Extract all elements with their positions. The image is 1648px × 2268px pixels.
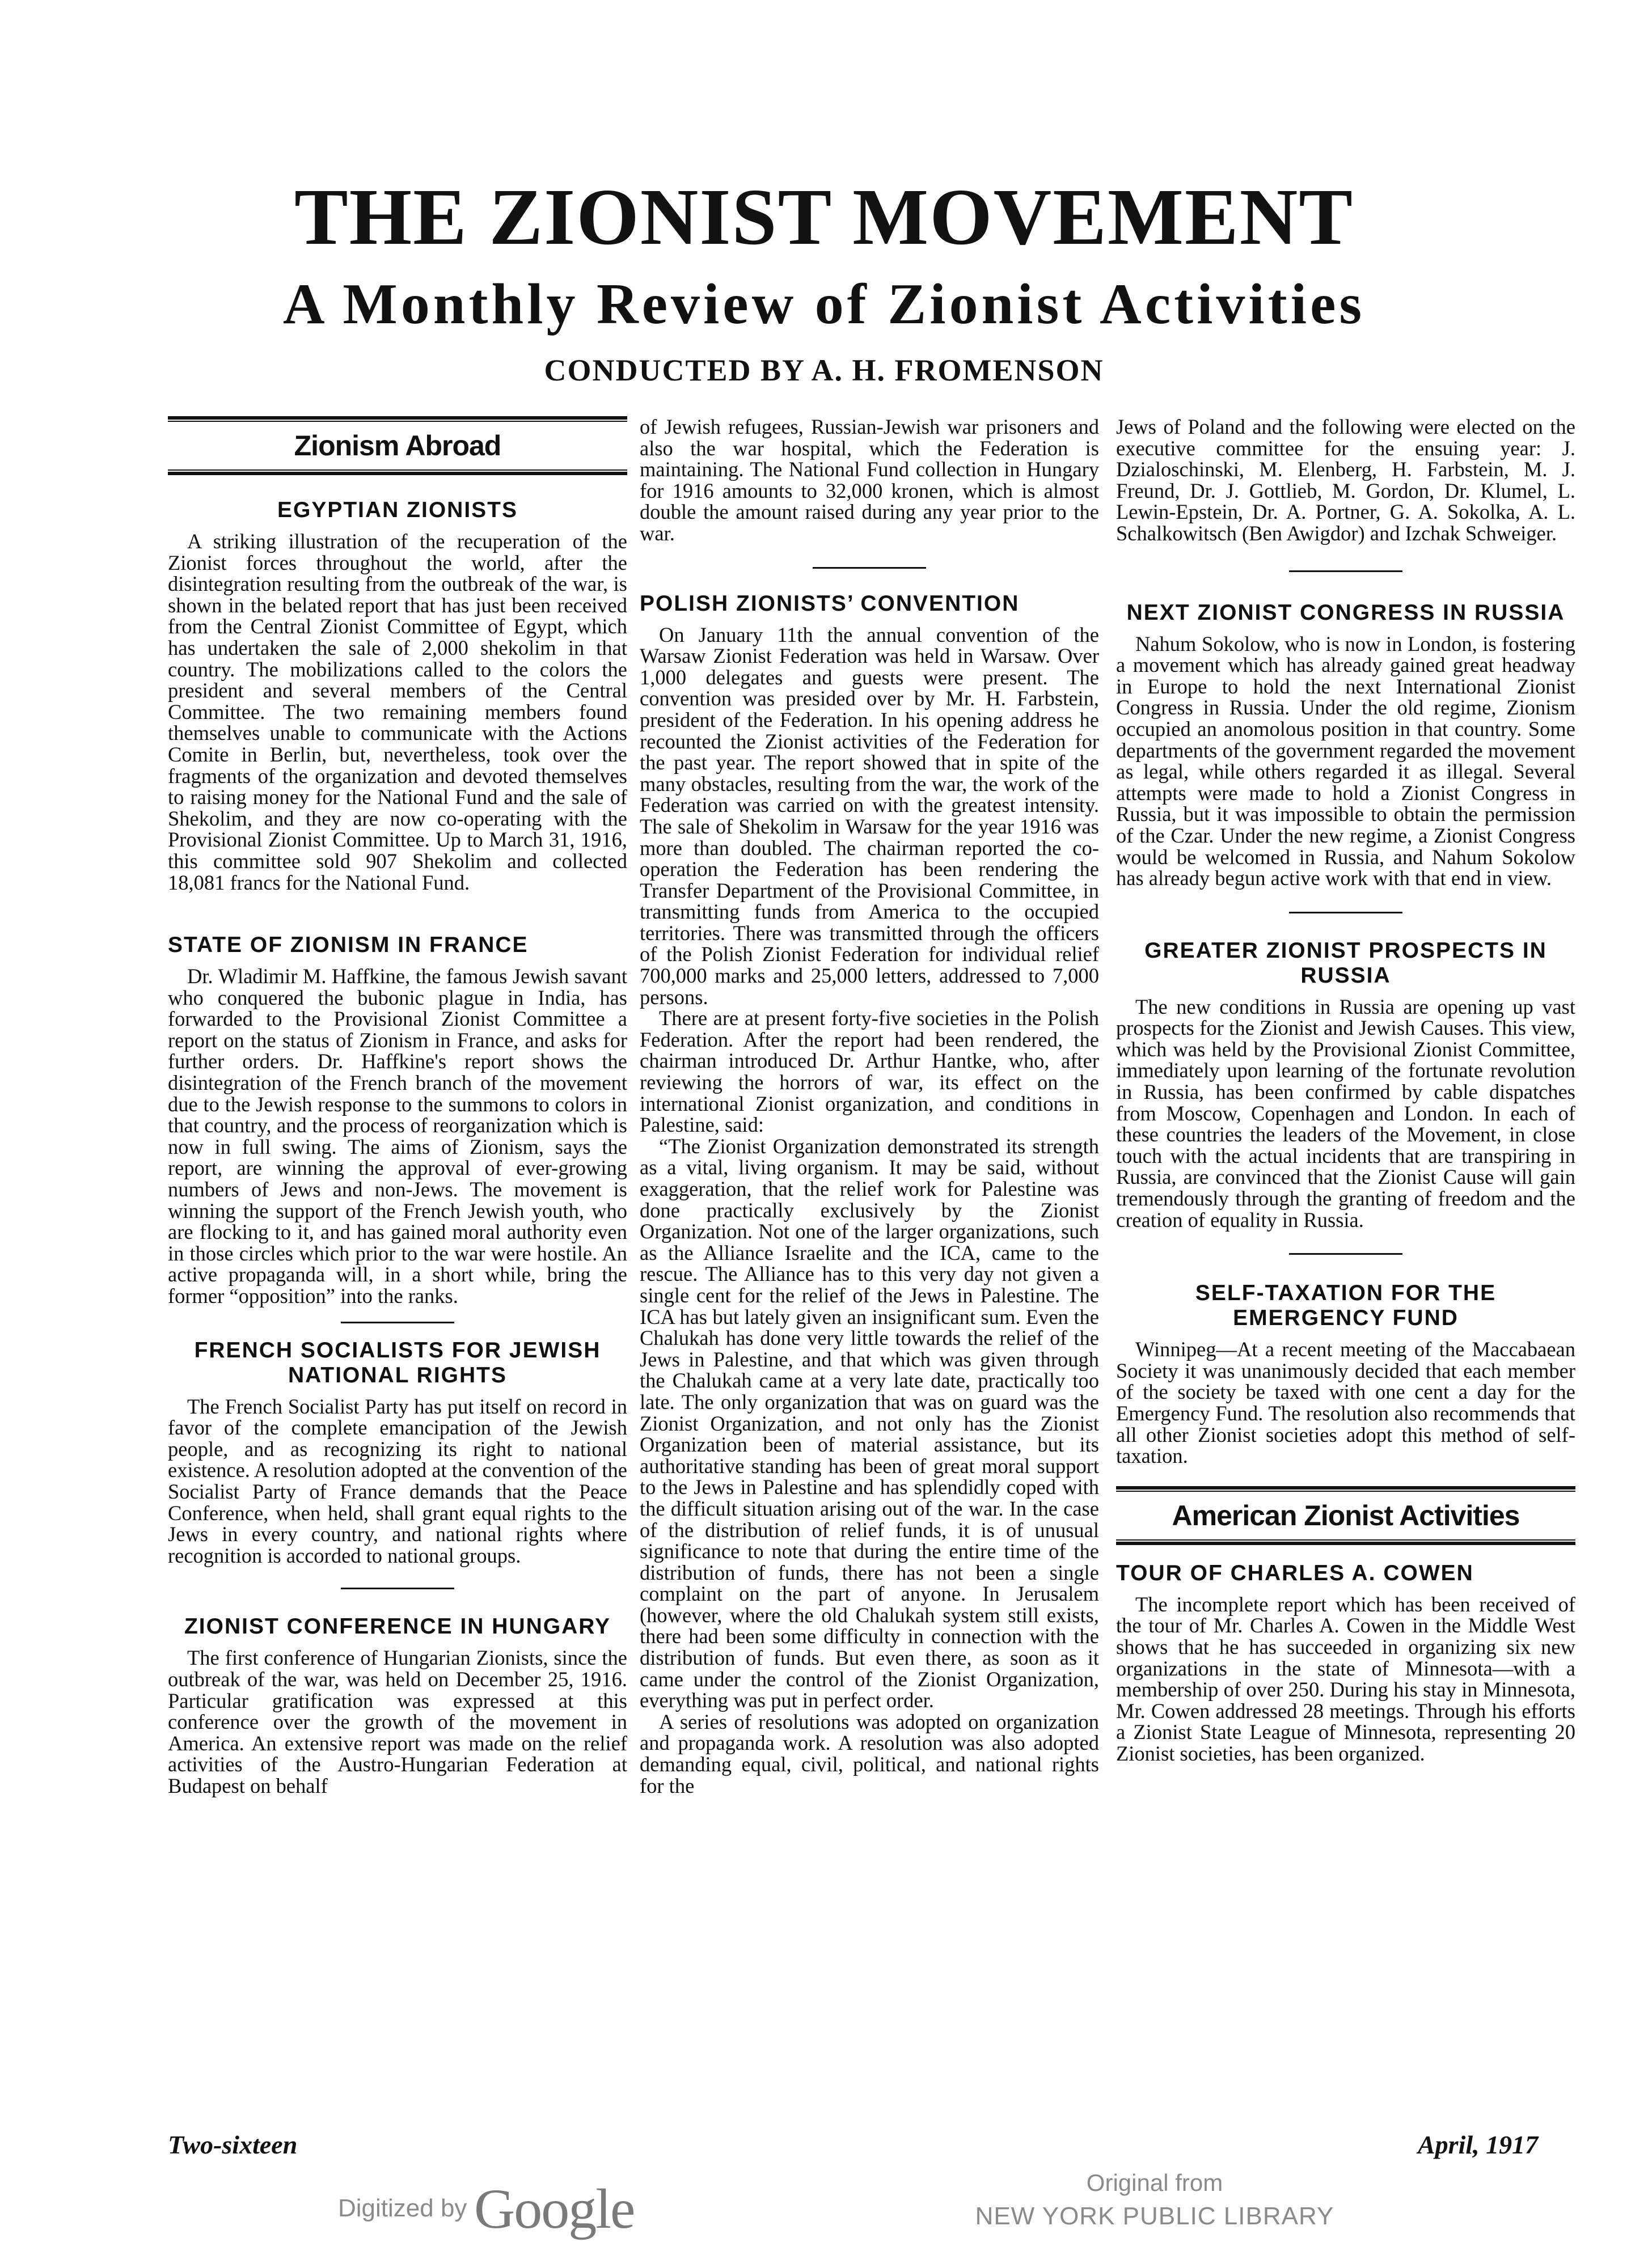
- column-3: [1116, 416, 1575, 1765]
- divider-rule: [1289, 570, 1402, 572]
- google-watermark: Google: [474, 2177, 635, 2240]
- article-text: The French Socialist Party has put itself on record in favor of the complete emancipation of the Jewish people, and as recognizing its right to national existence. A resolution adopted at the convention of the Socialist Party of France demands that the Peace Conference, when held, shall grant equal rights to the Jews in every country, and national rights where recognition is accorded to national groups.: [168, 1394, 627, 1567]
- article-heading-greater-zionist-prospects: GREATER ZIONIST PROSPECTS IN RUSSIA: [1144, 938, 1547, 988]
- article-continuation: of Jewish refugees, Russian-Jewish war prisoners and also the war hospital, which the Federation is maintaining. The National Fund collection in Hungary for 1916 amounts to 32,000 kronen, which is almost double the amount raised during any year prior to the war.: [640, 415, 1099, 545]
- section-title: American Zionist Activities: [1116, 1491, 1575, 1541]
- article-heading-zionist-conference-hungary: ZIONIST CONFERENCE IN HUNGARY: [184, 1614, 611, 1639]
- article-text: There are at present forty-five societies in the Polish Federation. After the report had been rendered, the chairman introduced Dr. Arthur Hantke, who, after reviewing the horrors of war, its effect on the international Zionist organization, and conditions in Palestine, said:: [640, 1006, 1099, 1137]
- article-text: Winnipeg—At a recent meeting of the Maccabaean Society it was unanimously decided that each member of the society be taxed with one cent a day for the Emergency Fund. The resolution also recommends that all other Zionist societies adopt this method of self-taxation.: [1116, 1338, 1575, 1468]
- article-heading-polish-zionists-convention: POLISH ZIONISTS’ CONVENTION: [640, 591, 1020, 616]
- article-continuation: Jews of Poland and the following were elected on the executive committee for the ensuing year: J. Dzialoschinski, M. Elenberg, H. Farbstein, M. J. Freund, Dr. J. Gottlieb, M. Gordon, Dr. Klumel, L. Lewin-Epstein, Dr. A. Portner, G. A. Sokolka, A. L. Schalkowitsch (Ben Awigdor) and Izchak Schweiger.: [1116, 415, 1575, 545]
- article-heading-state-of-zionism-in-france: STATE OF ZIONISM IN FRANCE: [168, 933, 529, 958]
- masthead-title: THE ZIONIST MOVEMENT: [294, 172, 1354, 261]
- divider-rule: [1289, 912, 1402, 913]
- article-heading-french-socialists: FRENCH SOCIALISTS FOR JEWISH NATIONAL RIGHTS: [194, 1338, 601, 1387]
- article-heading-tour-of-charles-cowen: TOUR OF CHARLES A. COWEN: [1116, 1560, 1474, 1585]
- section-title: Zionism Abroad: [168, 421, 627, 471]
- masthead-subtitle: A Monthly Review of Zionist Activities: [282, 272, 1366, 336]
- issue-date: April, 1917: [1418, 2130, 1539, 2159]
- article-text: On January 11th the annual convention of the Warsaw Zionist Federation was held in Warsaw. Over 1,000 delegates and guests were present. The convention was presided over by Mr. H. Farbstein, president of the Federation. In his opening address he recounted the Zionist activities of the Federation for the past year. The report showed that in spite of the many obstacles, resulting from the war, the work of the Federation was carried on with the greatest intensity. The sale of Shekolim in Warsaw for the year 1916 was more than doubled. The chairman reported the co-operation the Federation has been rendering the Transfer Department of the Provisional Committee, in transmitting funds from America to the occupied territories. There was transmitted through the officers of the Polish Zionist Federation for individual relief 700,000 marks and 25,000 letters, addressed to 7,000 persons.: [640, 623, 1099, 1009]
- article-text: The first conference of Hungarian Zionists, since the outbreak of the war, was held on December 25, 1916. Particular gratification was expressed at this conference over the growth of the movement in America. An extensive report was made on the relief activities of the Austro-Hungarian Federation at Budapest on behalf: [168, 1646, 627, 1797]
- article-heading-self-taxation: SELF-TAXATION FOR THE EMERGENCY FUND: [1195, 1281, 1497, 1331]
- article-text: The incomplete report which has been received of the tour of Mr. Charles A. Cowen in the Middle West shows that he has succeeded in organizing six new organizations in the state of Minnesota—with a membership of over 250. During his stay in Minnesota, Mr. Cowen addressed 28 meetings. Through his efforts a Zionist State League of Minnesota, representing 20 Zionist societies, has been organized.: [1116, 1592, 1575, 1765]
- article-heading-egyptian-zionists: EGYPTIAN ZIONISTS: [277, 498, 518, 522]
- article-text: Nahum Sokolow, who is now in London, is fostering a movement which has already gained great headway in Europe to hold the next International Zionist Congress in Russia. Under the old regime, Zionism occupied an anomolous position in that country. Some departments of the government regarded the movement as legal, while others regarded it as illegal. Several attempts were made to hold a Zionist Congress in Russia, but it was impossible to obtain the permission of the Czar. Under the new regime, a Zionist Congress would be welcomed in Russia, and Nahum Sokolow has already begun active work with that end in view.: [1116, 632, 1575, 890]
- original-from-label: Original from: [1086, 2169, 1223, 2196]
- article-text: A series of resolutions was adopted on organization and propaganda work. A resolution was also adopted demanding equal, civil, political, and national rights for the: [640, 1710, 1099, 1797]
- column-1: [168, 416, 627, 1797]
- divider-rule: [813, 567, 926, 569]
- divider-rule: [341, 1588, 454, 1589]
- masthead-conducted-by: CONDUCTED BY A. H. FROMENSON: [544, 353, 1104, 387]
- article-text: The new conditions in Russia are opening up vast prospects for the Zionist and Jewish Causes. This view, which was held by the Provisional Zionist Committee, immediately upon learning of the fortunate revolution in Russia, has been confirmed by cable dispatches from Moscow, Copenhagen and London. In each of these countries the leaders of the Movement, in close touch with the actual incidents that are transpiring in Russia, are convinced that the Zionist Cause will gain tremendously through the granting of freedom and the creation of equality in Russia.: [1116, 995, 1575, 1232]
- column-2: [640, 416, 1099, 1796]
- article-text: “The Zionist Organization demonstrated its strength as a vital, living organism. It may be said, without exaggeration, that the relief work for Palestine was done practically exclusively by the Zionist Organization. Not one of the larger organizations, such as the Alliance Israelite and the ICA, came to the rescue. The Alliance has to this very day not given a single cent for the relief of the Jews in Palestine. The ICA has but lately given an insignificant sum. Even the Chalukah has done very little towards the relief of the Jews in Palestine, and that which was given through the Chalukah came at a very late date, practically too late. The only organization that was on guard was the Zionist Organization, and not only has the Zionist Organization been of material assistance, but its authoritative standing has been of great moral support to the Jews in Palestine and has splendidly coped with the difficult situation arising out of the war. In the case of the distribution of relief funds, it is of unusual significance to note that during the entire time of the distribution of funds, there has not been a single complaint on the part of anyone. In Jerusalem (however, where the old Chalukah system still exists, there had been some difficulty in connection with the distribution of funds. But even there, as soon as it came under the control of the Zionist Organization, everything was put in perfect order.: [640, 1134, 1099, 1712]
- page-folio: Two-sixteen: [168, 2130, 298, 2159]
- article-heading-next-zionist-congress: NEXT ZIONIST CONGRESS IN RUSSIA: [1126, 600, 1565, 625]
- divider-rule: [1289, 1253, 1402, 1255]
- section-header-zionism-abroad: [168, 416, 627, 475]
- divider-rule: [341, 1322, 454, 1323]
- section-header-american-zionist-activities: [1116, 1486, 1575, 1545]
- article-text: Dr. Wladimir M. Haffkine, the famous Jewish savant who conquered the bubonic plague in India, has forwarded to the Provisional Zionist Committee a report on the status of Zionism in France, and asks for further orders. Dr. Haffkine's report shows the disintegration of the French branch of the movement due to the Jewish response to the summons to colors in that country, and the process of reorganization which is now in full swing. The aims of Zionism, says the report, are winning the approval of ever-growing numbers of Jews and non-Jews. The movement is winning the support of the French Jewish youth, who are flocking to it, and has gained moral authority even in those circles which prior to the war were hostile. An active propaganda will, in a short while, bring the former “opposition” into the ranks.: [168, 964, 627, 1308]
- digitized-by-label: Digitized by: [338, 2194, 467, 2222]
- library-label: NEW YORK PUBLIC LIBRARY: [975, 2202, 1334, 2230]
- article-text: A striking illustration of the recuperation of the Zionist forces throughout the world, after the disintegration resulting from the outbreak of the war, is shown in the belated report that has just been received from the Central Zionist Committee of Egypt, which has undertaken the sale of 2,000 shekolim in that country. The mobilizations called to the colors the president and several members of the Central Committee. The two remaining members found themselves unable to communicate with the Actions Comite in Berlin, but, nevertheless, took over the fragments of the organization and devoted themselves to raising money for the National Fund and the sale of Shekolim, and they are now co-operating with the Provisional Zionist Committee. Up to March 31, 1916, this committee sold 907 Shekolim and collected 18,081 francs for the National Fund.: [168, 530, 627, 894]
